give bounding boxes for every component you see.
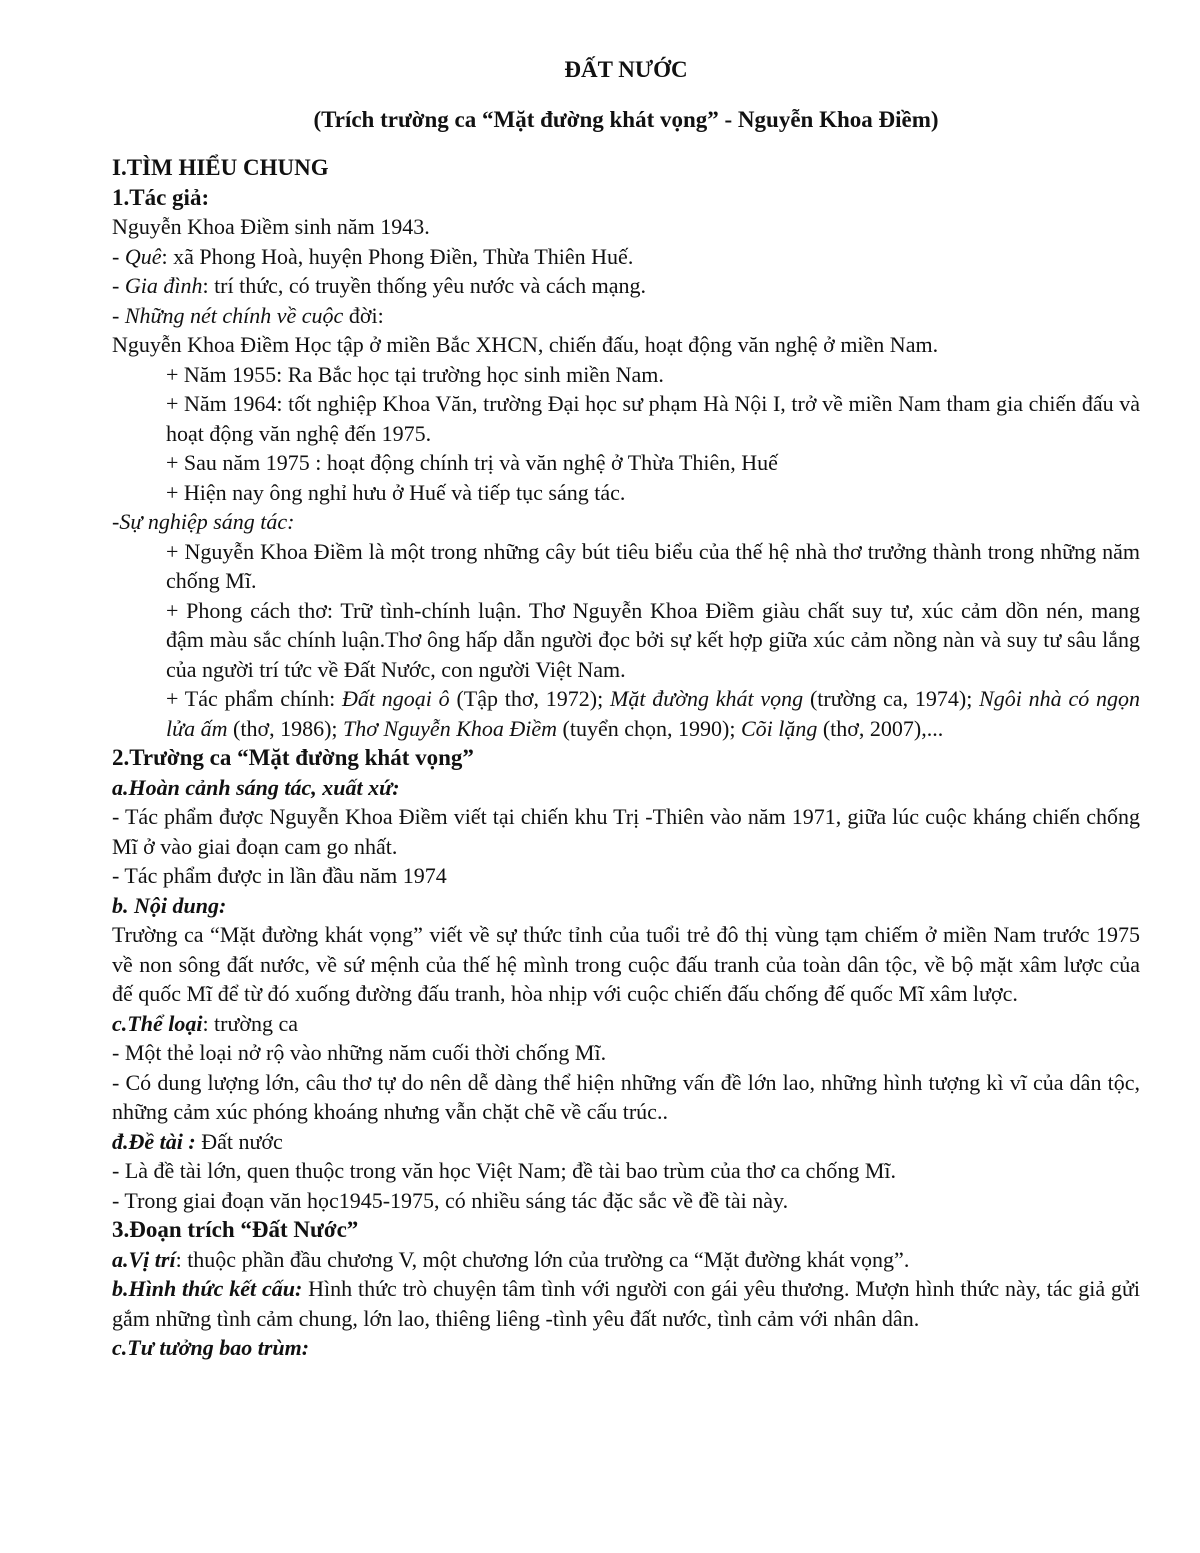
heading-main-idea: c.Tư tưởng bao trùm: bbox=[112, 1335, 310, 1360]
structure-label: b.Hình thức kết cấu: bbox=[112, 1276, 303, 1301]
heading-epic: 2.Trường ca “Mặt đường khát vọng” bbox=[112, 745, 474, 770]
heading-content: b. Nội dung: bbox=[112, 892, 227, 918]
position-line bbox=[112, 1245, 1140, 1275]
structure-text: Hình thức trò chuyện tâm tình với người con gái yêu thương. Mượn hình thức này, tác giả gửi gắm những tình cảm chung, lớn lao, thiêng liêng -tình yêu đất nước, tình cảm với nhân dân. bbox=[112, 1276, 1140, 1331]
theme-item: - Là đề tài lớn, quen thuộc trong văn học Việt Nam; đề tài bao trùm của thơ ca chống Mĩ. bbox=[112, 1158, 896, 1183]
works-lead: + Tác phẩm chính: bbox=[166, 686, 342, 711]
heading-author: 1.Tác giả: bbox=[112, 184, 210, 210]
document-title: ĐẤT NƯỚC bbox=[564, 57, 688, 82]
theme-text: Đất nước bbox=[195, 1128, 283, 1154]
work-title: Đất ngoại ô bbox=[341, 686, 450, 711]
family-text: : trí thức, có truyền thống yêu nước và cách mạng. bbox=[202, 273, 647, 298]
life-event: + Sau năm 1975 : hoạt động chính trị và văn nghệ ở Thừa Thiên, Huế bbox=[166, 450, 778, 475]
life-event: + Hiện nay ông nghỉ hưu ở Huế và tiếp tục sáng tác. bbox=[166, 479, 626, 505]
context-line: - Tác phẩm được Nguyễn Khoa Điềm viết tại chiến khu Trị -Thiên vào năm 1971, giữa lúc cuộc kháng chiến chống Mĩ ở vào giai đoạn cam go nhất. bbox=[112, 804, 1140, 859]
genre-item: - Một thẻ loại nở rộ vào những năm cuối thời chống Mĩ. bbox=[112, 1040, 607, 1065]
life-text: đời: bbox=[343, 302, 384, 328]
career-item: + Phong cách thơ: Trữ tình-chính luận. Thơ Nguyễn Khoa Điềm giàu chất suy tư, xúc cảm dồn nén, mang đậm màu sắc chính luận.Thơ ông hấp dẫn người đọc bởi sự kết hợp giữa xúc cảm nồng nàn và suy tư sâu lắng của người trí tức về Đất Nước, con người Việt Nam. bbox=[166, 597, 1140, 682]
theme-line bbox=[112, 1127, 1140, 1157]
author-life: - Những nét chính về cuộc đời: bbox=[112, 302, 384, 328]
section-heading-overview: I.TÌM HIỂU CHUNG bbox=[112, 155, 329, 180]
theme-item: - Trong giai đoạn văn học1945-1975, có nhiều sáng tác đặc sắc về đề tài này. bbox=[112, 1187, 789, 1213]
document-page bbox=[112, 55, 1140, 1363]
work-note: (thơ, 2007),... bbox=[817, 715, 944, 741]
career-heading: -Sự nghiệp sáng tác: bbox=[112, 509, 295, 534]
work-note: (trường ca, 1974); bbox=[803, 686, 980, 711]
main-works bbox=[112, 684, 1140, 743]
author-family: - Gia đình: trí thức, có truyền thống yêu nước và cách mạng. bbox=[112, 273, 647, 298]
hometown-label: Quê bbox=[124, 243, 162, 269]
work-title: Thơ Nguyễn Khoa Điềm bbox=[343, 715, 558, 741]
genre-label: c.Thể loại bbox=[112, 1010, 203, 1036]
life-label: Những nét chính về cuộc bbox=[124, 302, 344, 328]
work-title: Mặt đường khát vọng bbox=[610, 686, 804, 711]
hometown-text: : xã Phong Hoà, huyện Phong Điền, Thừa Thiên Huế. bbox=[161, 243, 634, 269]
career-item: + Nguyễn Khoa Điềm là một trong những cây bút tiêu biểu của thế hệ nhà thơ trưởng thành trong những năm chống Mĩ. bbox=[166, 538, 1140, 593]
genre-item: - Có dung lượng lớn, câu thơ tự do nên dễ dàng thể hiện những vấn đề lớn lao, những hình tượng kì vĩ của dân tộc, những cảm xúc phóng khoáng nhưng vẫn chặt chẽ về cấu trúc.. bbox=[112, 1069, 1140, 1124]
work-title: Cõi lặng bbox=[740, 715, 818, 741]
work-title: Ngôi nhà có ngọn lửa ấm bbox=[166, 686, 1140, 741]
document-subtitle: (Trích trường ca “Mặt đường khát vọng” - Nguyễn Khoa Điềm) bbox=[313, 107, 939, 132]
work-note: (tuyển chọn, 1990); bbox=[557, 715, 741, 741]
life-event: + Năm 1964: tốt nghiệp Khoa Văn, trường Đại học sư phạm Hà Nội I, trở về miền Nam tham gia chiến đấu và hoạt động văn nghệ đến 1975. bbox=[166, 391, 1140, 446]
context-line: - Tác phẩm được in lần đầu năm 1974 bbox=[112, 863, 447, 888]
author-hometown: - Quê: xã Phong Hoà, huyện Phong Điền, Thừa Thiên Huế. bbox=[112, 243, 634, 269]
life-event: + Năm 1955: Ra Bắc học tại trường học sinh miền Nam. bbox=[166, 361, 664, 387]
content-text: Trường ca “Mặt đường khát vọng” viết về sự thức tỉnh của tuổi trẻ đô thị vùng tạm chiếm ở miền Nam trước 1975 về non sông đất nước, về sứ mệnh của thế hệ mình trong cuộc đấu tranh của toàn dân tộc, về bộ mặt xâm lược của đế quốc Mĩ để từ đó xuống đường đấu tranh, hòa nhịp với cuộc chiến đấu chống đế quốc Mĩ xâm lược. bbox=[112, 922, 1140, 1006]
career-label: Sự nghiệp sáng tác: bbox=[119, 509, 295, 534]
position-text: : thuộc phần đầu chương V, một chương lớn của trường ca “Mặt đường khát vọng”. bbox=[175, 1246, 910, 1272]
work-note: (thơ, 1986); bbox=[227, 715, 344, 741]
family-label: Gia đình bbox=[124, 273, 203, 298]
structure-line bbox=[112, 1274, 1140, 1333]
theme-label: đ.Đề tài : bbox=[112, 1128, 196, 1154]
genre-line bbox=[112, 1009, 1140, 1039]
work-note: (Tập thơ, 1972); bbox=[449, 686, 610, 711]
position-label: a.Vị trí bbox=[112, 1246, 176, 1272]
genre-text: : trường ca bbox=[202, 1010, 299, 1036]
author-born: Nguyễn Khoa Điềm sinh năm 1943. bbox=[112, 214, 430, 239]
heading-context: a.Hoàn cảnh sáng tác, xuất xứ: bbox=[112, 774, 400, 800]
heading-excerpt: 3.Đoạn trích “Đất Nước” bbox=[112, 1217, 359, 1242]
author-life-summary: Nguyễn Khoa Điềm Học tập ở miền Bắc XHCN, chiến đấu, hoạt động văn nghệ ở miền Nam. bbox=[112, 332, 939, 357]
